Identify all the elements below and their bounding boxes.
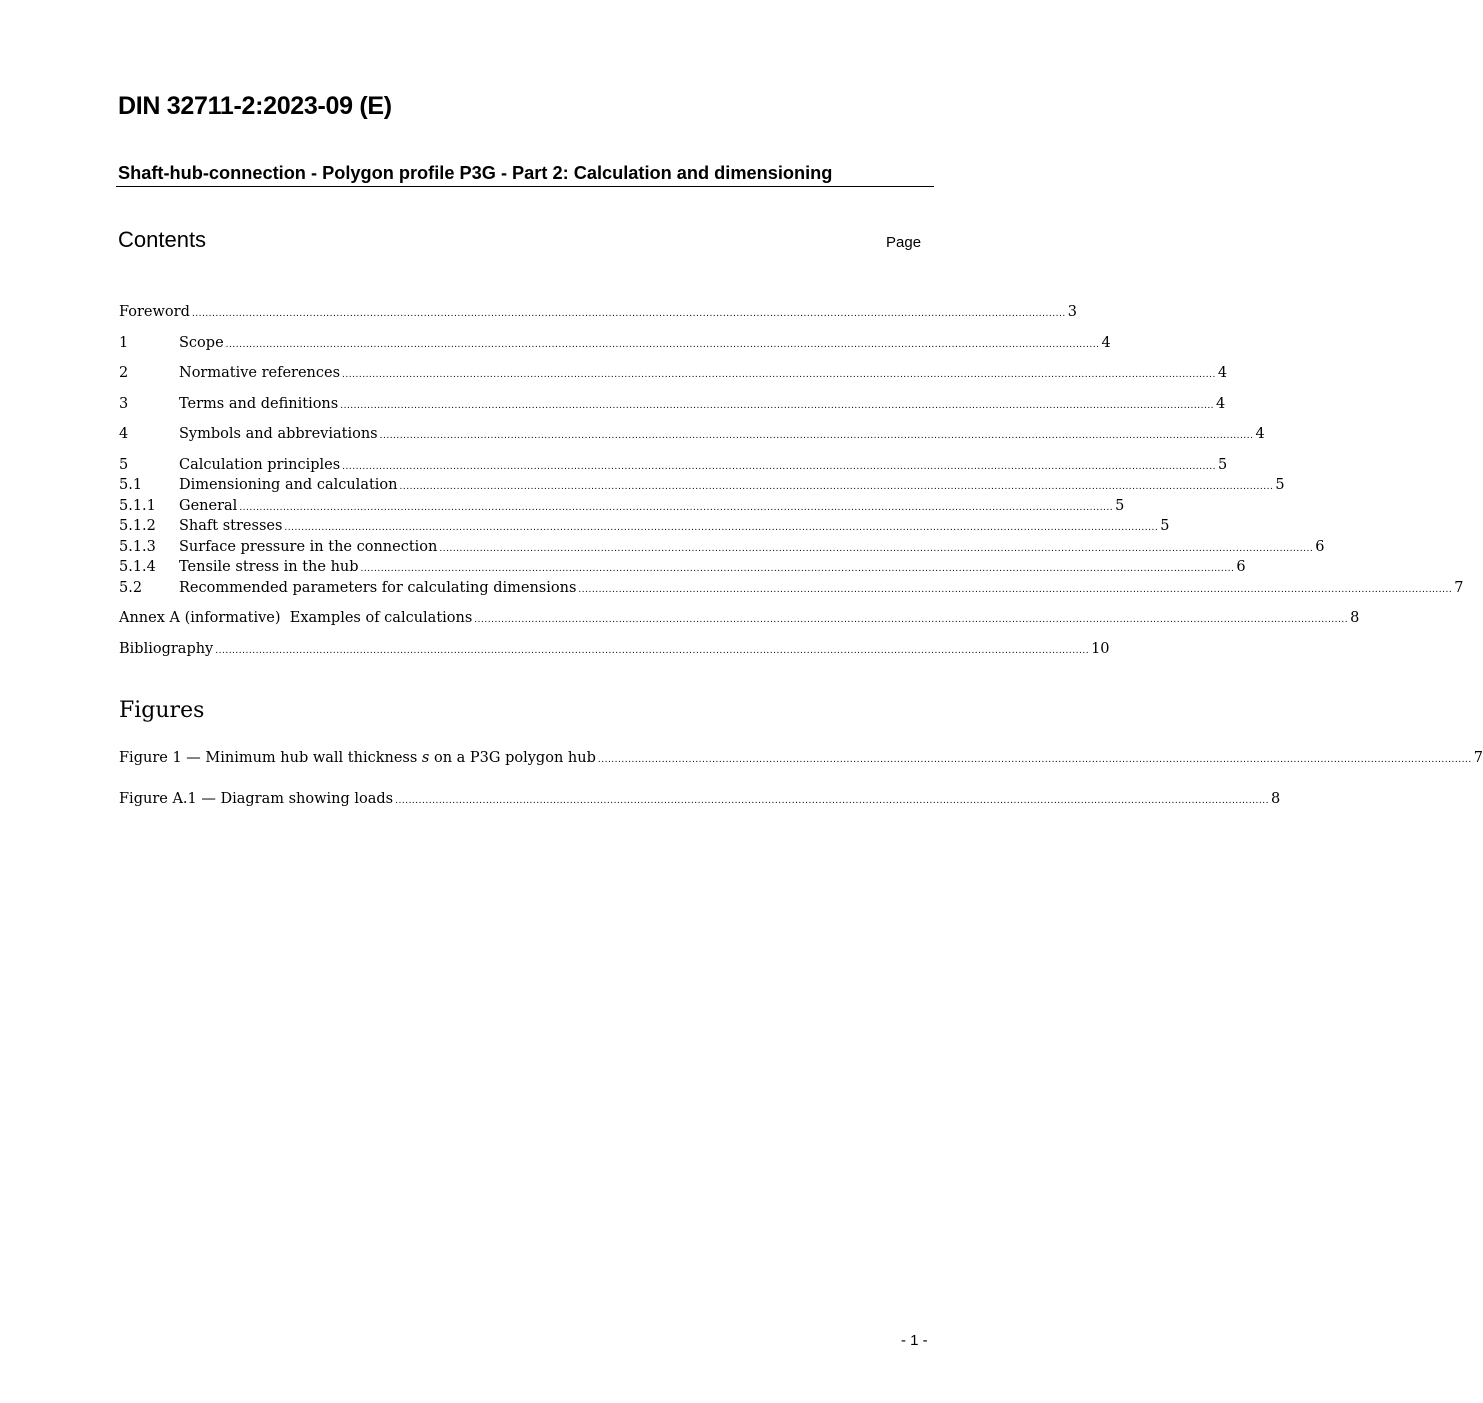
figure-entry-title <box>119 748 596 768</box>
toc-entry-number: 5 <box>119 457 129 473</box>
toc-entry-number: 5.1.4 <box>119 559 156 575</box>
toc-entry-number: 3 <box>119 396 129 412</box>
toc-leader-dots: .................................................................................................................................................................................................................................................................... <box>439 544 1314 554</box>
toc-entry-page: 4 <box>1255 426 1265 442</box>
toc-entry-number: 5.1 <box>119 477 143 493</box>
toc-leader-dots: .................................................................................................................................................................................................................................................................... <box>215 646 1090 656</box>
figure-symbol: s <box>421 750 430 766</box>
toc-entry-number: 5.1.1 <box>119 498 156 514</box>
page-number: - 1 - <box>901 1332 928 1349</box>
toc-entry-page: 3 <box>1067 304 1077 320</box>
toc-leader-dots: .................................................................................................................................................................................................................................................................... <box>342 462 1216 472</box>
figure-entry-1[interactable] <box>119 748 1483 768</box>
toc-entry-title: Dimensioning and calculation <box>179 477 398 493</box>
figure-entry-a1[interactable] <box>119 789 1281 809</box>
toc-entry-title: Recommended parameters for calculating dimensions <box>179 580 577 596</box>
toc-leader-dots: .................................................................................................................................................................................................................................................................... <box>225 340 1100 350</box>
toc-entry-general[interactable] <box>119 496 1125 516</box>
toc-entry-page: 5 <box>1217 457 1228 473</box>
toc-entry-title: Surface pressure in the connection <box>179 539 438 555</box>
toc-leader-dots: .................................................................................................................................................................................................................................................................... <box>360 564 1235 574</box>
figure-entry-title: Figure A.1 — Diagram showing loads <box>119 791 394 807</box>
toc-entry-page: 7 <box>1454 580 1464 596</box>
toc-entry-title: Tensile stress in the hub <box>179 559 359 575</box>
toc-entry-page: 4 <box>1216 396 1226 412</box>
toc-entry-title: Calculation principles <box>179 457 341 473</box>
toc-entry-annex-a[interactable] <box>119 608 1360 628</box>
contents-heading: Contents <box>118 227 207 252</box>
document-title: DIN 32711-2:2023-09 (E) <box>118 92 392 120</box>
toc-entry-page: 4 <box>1101 335 1111 351</box>
toc-entry-surface-pressure[interactable] <box>119 537 1325 557</box>
figure-entry-page: 7 <box>1473 750 1483 766</box>
toc-entry-title: Terms and definitions <box>179 396 339 412</box>
figure-entry-page: 8 <box>1270 791 1281 807</box>
toc-leader-dots: .................................................................................................................................................................................................................................................................... <box>578 585 1453 595</box>
toc-entry-page: 10 <box>1091 641 1110 657</box>
toc-leader-dots: .................................................................................................................................................................................................................................................................... <box>399 482 1274 492</box>
toc-entry-tensile-stress[interactable] <box>119 557 1246 577</box>
toc-entry-number: 5.2 <box>119 580 143 596</box>
page-column-label: Page <box>886 234 922 251</box>
toc-entry-calculation-principles[interactable] <box>119 455 1228 475</box>
toc-leader-dots: .................................................................................................................................................................................................................................................................... <box>239 503 1114 513</box>
toc-leader-dots: .................................................................................................................................................................................................................................................................... <box>597 755 1472 765</box>
toc-entry-number: 5.1.2 <box>119 518 156 534</box>
toc-entry-number: 1 <box>119 335 129 351</box>
toc-leader-dots: .................................................................................................................................................................................................................................................................... <box>395 796 1269 806</box>
toc-entry-title: Annex A (informative) Examples of calculations <box>119 610 473 626</box>
toc-entry-number: 2 <box>119 365 129 381</box>
toc-entry-title: General <box>179 498 238 514</box>
toc-entry-recommended-parameters[interactable] <box>119 578 1464 598</box>
toc-entry-page: 6 <box>1315 539 1325 555</box>
toc-entry-page: 8 <box>1350 610 1360 626</box>
toc-entry-normative-references[interactable] <box>119 363 1228 383</box>
toc-entry-scope[interactable] <box>119 333 1111 353</box>
toc-entry-number: 4 <box>119 426 129 442</box>
toc-entry-title: Normative references <box>179 365 341 381</box>
toc-entry-dimensioning-and-calculation[interactable] <box>119 475 1285 495</box>
toc-leader-dots: .................................................................................................................................................................................................................................................................... <box>284 523 1159 533</box>
toc-entry-shaft-stresses[interactable] <box>119 516 1170 536</box>
toc-entry-title: Foreword <box>119 304 190 320</box>
toc-leader-dots: .................................................................................................................................................................................................................................................................... <box>340 401 1215 411</box>
figures-heading: Figures <box>119 698 205 723</box>
toc-entry-title: Symbols and abbreviations <box>179 426 378 442</box>
toc-entry-page: 6 <box>1236 559 1246 575</box>
toc-leader-dots: .................................................................................................................................................................................................................................................................... <box>191 309 1066 319</box>
toc-entry-symbols-and-abbreviations[interactable] <box>119 424 1265 444</box>
toc-entry-page: 4 <box>1217 365 1228 381</box>
toc-leader-dots: .................................................................................................................................................................................................................................................................... <box>474 615 1349 625</box>
toc-entry-title: Bibliography <box>119 641 214 657</box>
toc-entry-number: 5.1.3 <box>119 539 156 555</box>
document-subtitle: Shaft-hub-connection - Polygon profile P3G - Part 2: Calculation and dimensioning <box>116 163 934 187</box>
toc-entry-bibliography[interactable] <box>119 639 1110 659</box>
toc-entry-page: 5 <box>1275 477 1285 493</box>
toc-entry-foreword[interactable] <box>119 302 1077 322</box>
toc-entry-title: Scope <box>179 335 224 351</box>
figure-title-prefix: Figure 1 — Minimum hub wall thickness <box>119 750 422 766</box>
toc-leader-dots: .................................................................................................................................................................................................................................................................... <box>379 431 1254 441</box>
toc-leader-dots: .................................................................................................................................................................................................................................................................... <box>342 370 1216 380</box>
toc-entry-terms-and-definitions[interactable] <box>119 394 1226 414</box>
toc-entry-page: 5 <box>1160 518 1170 534</box>
toc-entry-page: 5 <box>1115 498 1125 514</box>
toc-entry-title: Shaft stresses <box>179 518 283 534</box>
figure-title-suffix: on a P3G polygon hub <box>429 750 596 766</box>
